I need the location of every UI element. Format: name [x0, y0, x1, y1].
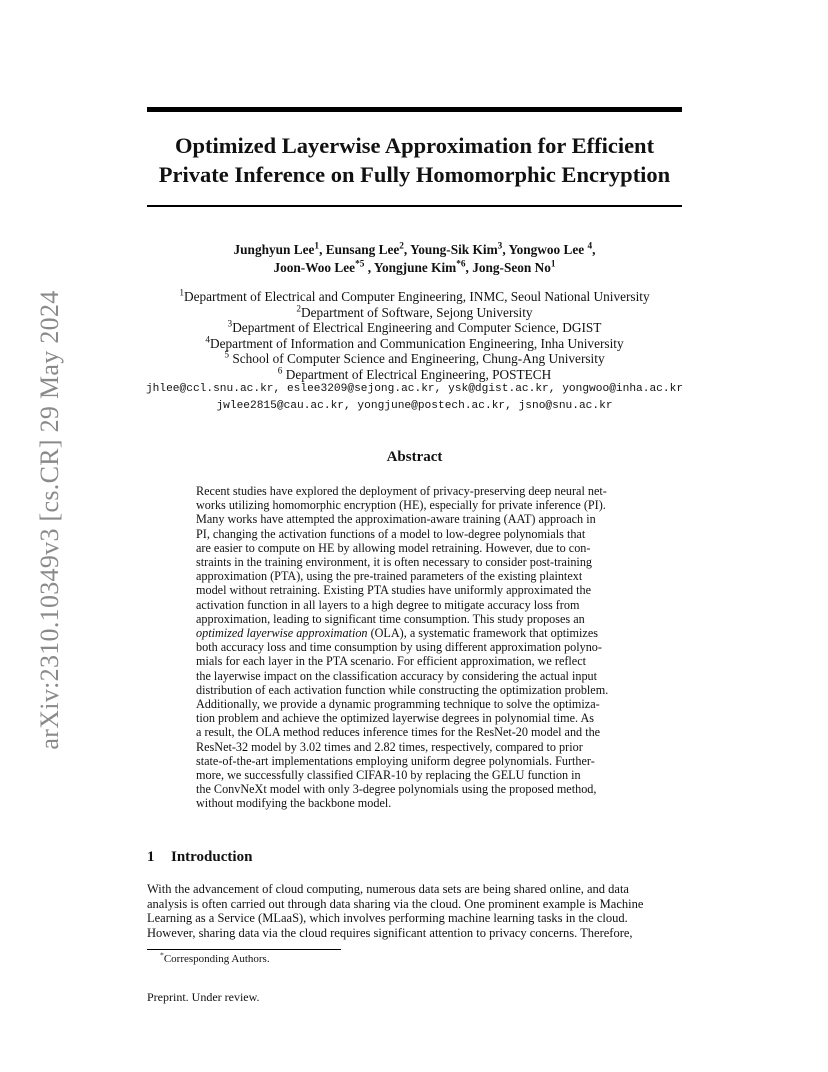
- email-line: jwlee2815@cau.ac.kr, yongjune@postech.ac.kr, jsno@snu.ac.kr: [216, 400, 613, 412]
- abstract-heading: Abstract: [386, 449, 443, 465]
- preprint-note: Preprint. Under review.: [147, 990, 260, 1004]
- affiliation: [140, 305, 689, 321]
- author-affil-mark: 1: [550, 259, 556, 270]
- author-affil-mark: *5: [355, 259, 365, 270]
- title-line: Optimized Layerwise Approximation for Efficient: [174, 133, 655, 158]
- author-line: Joon-Woo Lee$^{*5}$ , Yongjune Kim$^{*6}$, Jong-Seon No$^1$: [273, 259, 556, 275]
- abstract-line: works utilizing homomorphic encryption (HE), especially for private inference (PI).: [196, 498, 606, 513]
- abstract-line: without modifying the backbone model.: [196, 796, 392, 811]
- intro-line: Learning as a Service (MLaaS), which involves performing machine learning tasks in the cloud.: [147, 911, 628, 926]
- footnote-mark: *: [160, 950, 164, 960]
- affiliation: [140, 289, 689, 305]
- paper-title: [147, 131, 682, 189]
- abstract-line: the ConvNeXt model with only 3-degree polynomials using the proposed method,: [196, 782, 597, 797]
- abstract-line: PI, changing the activation functions of a model to low-degree polynomials that: [196, 526, 586, 541]
- footnote-rule: [147, 949, 341, 950]
- abstract-line: distribution of each activation function while constructing the optimization problem.: [196, 682, 609, 697]
- title-line: Private Inference on Fully Homomorphic Encryption: [158, 162, 671, 187]
- intro-line: With the advancement of cloud computing, numerous data sets are being shared online, and data: [147, 882, 629, 896]
- author-name: Yongwoo Lee: [508, 242, 588, 257]
- author-name: Young-Sik Kim: [410, 242, 498, 257]
- abstract-line: activation function in all layers to a high degree to mitigate accuracy loss from: [196, 597, 580, 612]
- affiliation: [140, 351, 689, 367]
- abstract-line: are easier to compute on HE by allowing model retraining. However, due to con-: [196, 540, 591, 555]
- author-affil-mark: 1: [314, 241, 320, 252]
- abstract-line: more, we successfully classified CIFAR-10 by replacing the GELU function in: [196, 768, 581, 783]
- abstract-line: both accuracy loss and time consumption by using different approximation polyno-: [196, 640, 602, 655]
- affiliation-list: [140, 289, 689, 383]
- author-list: [147, 241, 682, 277]
- emphasized-term: optimized layerwise approximation: [196, 626, 368, 641]
- author-line: Junghyun Lee$^1$, Eunsang Lee$^2$, Young-Sik Kim$^3$, Yongwoo Lee $^4$,: [233, 241, 596, 257]
- email-list: [120, 381, 709, 415]
- abstract-line: model without retraining. Existing PTA studies have uniformly approximated the: [196, 583, 592, 598]
- affiliation-text: Department of Electrical Engineering, POSTECH: [282, 366, 552, 382]
- abstract-line: Recent studies have explored the deployment of privacy-preserving deep neural net-: [196, 484, 607, 498]
- affiliation: [140, 336, 689, 352]
- affiliation-text: Department of Electrical Engineering and Computer Science, DGIST: [232, 320, 602, 336]
- abstract-line: approximation (PTA), using the pre-trained parameters of the existing plaintext: [196, 569, 583, 584]
- introduction-body: [147, 882, 682, 941]
- abstract-line: tion problem and achieve the optimized layerwise degrees in polynomial time. As: [196, 711, 595, 726]
- section-title: Introduction: [171, 849, 253, 865]
- author-name: Yongjune Kim: [373, 260, 457, 275]
- abstract-line: state-of-the-art implementations employing uniform degree polynomials. Further-: [196, 753, 595, 768]
- affiliation-mark: 1: [179, 288, 184, 299]
- intro-line: However, sharing data via the cloud requires significant attention to privacy concerns. Therefore,: [147, 926, 633, 941]
- affiliation-text: Department of Software, Sejong University: [301, 304, 533, 320]
- email-line: jhlee@ccl.snu.ac.kr, eslee3209@sejong.ac.kr, ysk@dgist.ac.kr, yongwoo@inha.ac.kr: [145, 383, 684, 395]
- author-name: Joon-Woo Lee: [273, 260, 356, 275]
- arxiv-identifier: arXiv:2310.10349v3 [cs.CR] 29 May 2024: [35, 290, 64, 750]
- affiliation-text: Department of Information and Communication Engineering, Inha University: [210, 335, 624, 351]
- title-bottom-rule: [147, 205, 682, 207]
- affiliation: [140, 320, 689, 336]
- affiliation-mark: 6: [277, 366, 283, 377]
- author-name: Eunsang Lee: [325, 242, 400, 257]
- author-affil-mark: *6: [456, 259, 466, 270]
- affiliation-text: School of Computer Science and Engineering, Chung-Ang University: [229, 351, 605, 367]
- abstract-line: approximation, leading to significant time consumption. This study proposes an: [196, 611, 585, 626]
- footnote: [160, 950, 270, 965]
- author-affil-mark: 4: [587, 241, 593, 252]
- section-number: 1: [147, 849, 155, 865]
- author-affil-mark: 2: [399, 241, 404, 252]
- abstract-line: mials for each layer in the PTA scenario. For efficient approximation, we reflect: [196, 654, 587, 669]
- intro-line: analysis is often carried out through data sharing via the cloud. One prominent example is Machine: [147, 896, 644, 911]
- footnote-text: Corresponding Authors.: [163, 953, 270, 965]
- affiliation-mark: 5: [224, 350, 230, 361]
- abstract-line: Additionally, we provide a dynamic programming technique to solve the optimiza-: [196, 697, 600, 712]
- author-name: Junghyun Lee: [233, 242, 315, 257]
- affiliation-mark: 4: [205, 335, 211, 346]
- abstract-line: ResNet-32 model by 3.02 times and 2.82 times, respectively, compared to prior: [196, 739, 583, 754]
- abstract-line: a result, the OLA method reduces inference times for the ResNet-20 model and the: [196, 725, 601, 740]
- affiliation-text: Department of Electrical and Computer Engineering, INMC, Seoul National University: [184, 289, 650, 304]
- abstract-body: [196, 484, 637, 811]
- section-heading: [147, 849, 252, 866]
- abstract-line: Many works have attempted the approximation-aware training (AAT) approach in: [196, 512, 596, 527]
- abstract-line: straints in the training environment, it is often necessary to consider post-training: [196, 555, 593, 570]
- title-top-rule: [147, 107, 682, 112]
- abstract-line: the layerwise impact on the classification accuracy by considering the actual input: [196, 668, 598, 683]
- affiliation-mark: 3: [227, 319, 233, 330]
- affiliation-mark: 2: [296, 304, 302, 315]
- author-affil-mark: 3: [497, 241, 503, 252]
- author-name: Jong-Seon No: [472, 260, 551, 275]
- abstract-line: optimized layerwise approximation (OLA), a systematic framework that optimizes: [196, 626, 598, 641]
